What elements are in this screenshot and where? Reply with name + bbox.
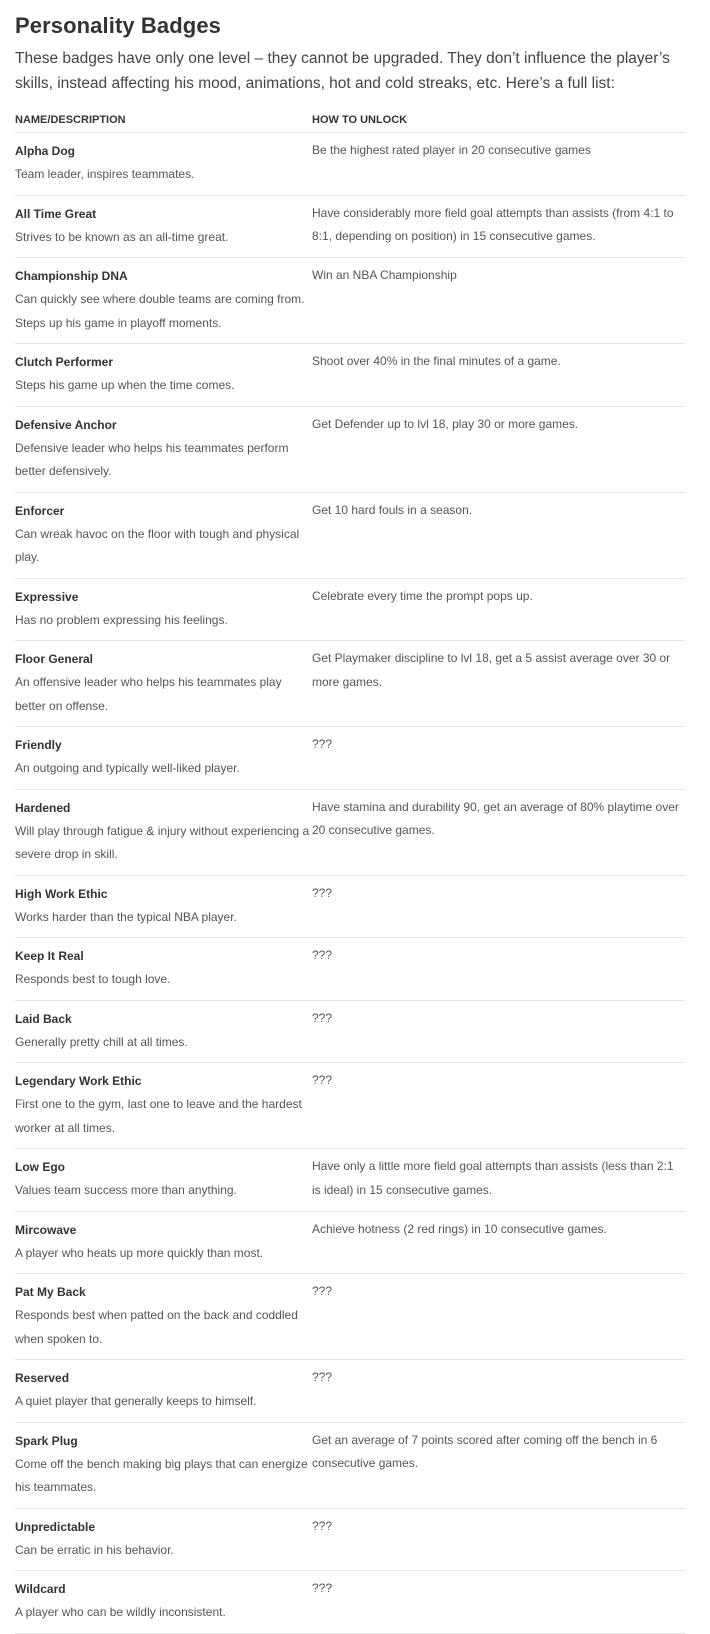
badge-cell [15, 651, 312, 718]
badge-cell [15, 589, 312, 633]
table-row [15, 790, 685, 876]
unlock-requirement: Shoot over 40% in the final minutes of a game. [312, 354, 561, 368]
unlock-requirement: Get Defender up to lvl 18, play 30 or more games. [312, 416, 579, 431]
badge-cell [15, 268, 312, 335]
unlock-cell [312, 948, 685, 992]
badge-description: Responds best to tough love. [15, 972, 171, 986]
badge-description: Can wreak havoc on the floor with tough and physical play. [15, 526, 300, 564]
table-row [15, 344, 685, 407]
badge-name: High Work Ethic [15, 886, 108, 901]
badge-cell [15, 800, 312, 867]
badge-description: Can be erratic in his behavior. [15, 1542, 174, 1557]
badge-cell [15, 1159, 312, 1203]
column-header-name: NAME/DESCRIPTION [15, 114, 126, 126]
unlock-cell [312, 1433, 685, 1500]
unlock-cell [312, 1519, 685, 1563]
table-row [15, 1063, 685, 1149]
unlock-cell [312, 1370, 685, 1414]
unlock-cell [312, 1222, 685, 1266]
table-row [15, 1212, 685, 1275]
unlock-requirement: ??? [312, 1581, 333, 1595]
unlock-cell [312, 1073, 685, 1140]
table-row [15, 133, 685, 196]
badge-cell [15, 143, 312, 187]
badge-description: An offensive leader who helps his teammates play better on offense. [15, 675, 282, 713]
badge-name: Spark Plug [15, 1433, 78, 1448]
badge-cell [15, 1519, 312, 1563]
badge-name: All Time Great [15, 206, 97, 221]
unlock-requirement: Have stamina and durability 90, get an average of 80% playtime over 20 consecutive games. [312, 799, 679, 837]
badge-description: Steps his game up when the time comes. [15, 378, 235, 392]
badge-description: Can quickly see where double teams are coming from. Steps up his game in playoff moments. [15, 292, 305, 330]
unlock-requirement: ??? [312, 885, 333, 900]
badge-description: Responds best when patted on the back and coddled when spoken to. [15, 1308, 298, 1346]
unlock-requirement: Get Playmaker discipline to lvl 18, get a 5 assist average over 30 or more games. [312, 651, 671, 689]
table-row [15, 493, 685, 579]
badge-cell [15, 886, 312, 930]
unlock-requirement: ??? [312, 1073, 333, 1087]
table-row [15, 1571, 685, 1634]
badge-cell [15, 417, 312, 484]
table-row [15, 1423, 685, 1509]
badge-name: Wildcard [15, 1582, 66, 1596]
badge-description: Team leader, inspires teammates. [15, 167, 195, 181]
table-row [15, 641, 685, 727]
table-row [15, 938, 685, 1001]
badge-cell [15, 503, 312, 570]
badge-name: Expressive [15, 589, 79, 604]
unlock-cell [312, 651, 685, 718]
table-row [15, 727, 685, 790]
unlock-requirement: ??? [312, 1370, 333, 1384]
badge-cell [15, 1011, 312, 1055]
table-row [15, 579, 685, 642]
table-row [15, 196, 685, 259]
badge-description: Defensive leader who helps his teammates perform better defensively. [15, 440, 289, 478]
table-body [15, 133, 685, 1634]
unlock-cell [312, 268, 685, 335]
page-title: Personality Badges [15, 13, 221, 38]
badge-cell [15, 1433, 312, 1500]
table-row [15, 407, 685, 493]
badge-description: A quiet player that generally keeps to himself. [15, 1394, 257, 1408]
column-header-unlock: HOW TO UNLOCK [312, 114, 408, 126]
unlock-requirement: Achieve hotness (2 red rings) in 10 consecutive games. [312, 1221, 607, 1236]
badge-cell [15, 354, 312, 398]
badge-description: Has no problem expressing his feelings. [15, 612, 228, 627]
unlock-requirement: ??? [312, 1010, 333, 1025]
badge-description: A player who can be wildly inconsistent. [15, 1605, 226, 1619]
badge-name: Reserved [15, 1371, 70, 1385]
badge-name: Legendary Work Ethic [15, 1074, 142, 1088]
badge-name: Championship DNA [15, 269, 128, 283]
badge-cell [15, 1370, 312, 1414]
unlock-cell [312, 1011, 685, 1055]
badge-description: Works harder than the typical NBA player. [15, 909, 237, 924]
badge-name: Unpredictable [15, 1519, 96, 1534]
unlock-requirement: Celebrate every time the prompt pops up. [312, 588, 533, 603]
unlock-requirement: ??? [312, 948, 333, 962]
unlock-requirement: Have considerably more field goal attempts than assists (from 4:1 to 8:1, depending on position) in 15 consecutive games. [312, 205, 674, 243]
table-row [15, 1001, 685, 1064]
table-row [15, 1509, 685, 1572]
badge-name: Enforcer [15, 503, 65, 518]
badge-cell [15, 1073, 312, 1140]
table-row [15, 1274, 685, 1360]
badge-description: First one to the gym, last one to leave and the hardest worker at all times. [15, 1097, 302, 1135]
badge-name: Pat My Back [15, 1285, 86, 1299]
unlock-cell [312, 1159, 685, 1203]
unlock-requirement: ??? [312, 1518, 333, 1533]
unlock-cell [312, 589, 685, 633]
badge-name: Defensive Anchor [15, 417, 117, 432]
unlock-cell [312, 737, 685, 781]
unlock-requirement: Have only a little more field goal attempts than assists (less than 2:1 is ideal) in 15 consecutive games. [312, 1159, 674, 1197]
unlock-cell [312, 886, 685, 930]
unlock-requirement: ??? [312, 1284, 333, 1298]
unlock-cell [312, 1284, 685, 1351]
unlock-cell [312, 503, 685, 570]
intro-paragraph: These badges have only one level – they cannot be upgraded. They don’t influence the player’s skills, instead affecting his mood, animations, hot and cold streaks, etc. Here’s a full list: [15, 50, 670, 92]
unlock-cell [312, 354, 685, 398]
badge-name: Mircowave [15, 1222, 77, 1237]
badge-name: Floor General [15, 652, 94, 666]
badges-table [15, 113, 685, 1634]
table-row [15, 876, 685, 939]
badge-name: Clutch Performer [15, 355, 114, 369]
badge-cell [15, 737, 312, 781]
badge-description: Strives to be known as an all-time great. [15, 229, 229, 244]
badge-cell [15, 1581, 312, 1625]
badge-name: Friendly [15, 738, 62, 752]
unlock-requirement: Get an average of 7 points scored after coming off the bench in 6 consecutive games. [312, 1432, 658, 1470]
unlock-cell [312, 206, 685, 250]
unlock-requirement: Be the highest rated player in 20 consecutive games [312, 143, 591, 157]
badge-name: Laid Back [15, 1011, 72, 1026]
badge-cell [15, 1222, 312, 1266]
badge-description: A player who heats up more quickly than most. [15, 1245, 264, 1260]
table-row [15, 1149, 685, 1212]
table-row [15, 1360, 685, 1423]
badge-description: Will play through fatigue & injury without experiencing a severe drop in skill. [15, 823, 310, 861]
unlock-requirement: Get 10 hard fouls in a season. [312, 502, 473, 517]
badge-description: Values team success more than anything. [15, 1183, 237, 1197]
badge-description: Come off the bench making big plays that can energize his teammates. [15, 1456, 308, 1494]
unlock-requirement: ??? [312, 737, 333, 751]
table-row [15, 258, 685, 344]
badge-cell [15, 1284, 312, 1351]
badge-description: Generally pretty chill at all times. [15, 1034, 188, 1049]
unlock-cell [312, 417, 685, 484]
unlock-cell [312, 1581, 685, 1625]
badge-description: An outgoing and typically well-liked player. [15, 761, 240, 775]
badge-cell [15, 948, 312, 992]
badge-name: Hardened [15, 800, 71, 815]
table-header [15, 113, 685, 133]
badge-name: Alpha Dog [15, 144, 75, 158]
badge-name: Keep It Real [15, 949, 84, 963]
unlock-cell [312, 800, 685, 867]
badge-name: Low Ego [15, 1160, 65, 1174]
unlock-requirement: Win an NBA Championship [312, 268, 457, 282]
badge-cell [15, 206, 312, 250]
unlock-cell [312, 143, 685, 187]
